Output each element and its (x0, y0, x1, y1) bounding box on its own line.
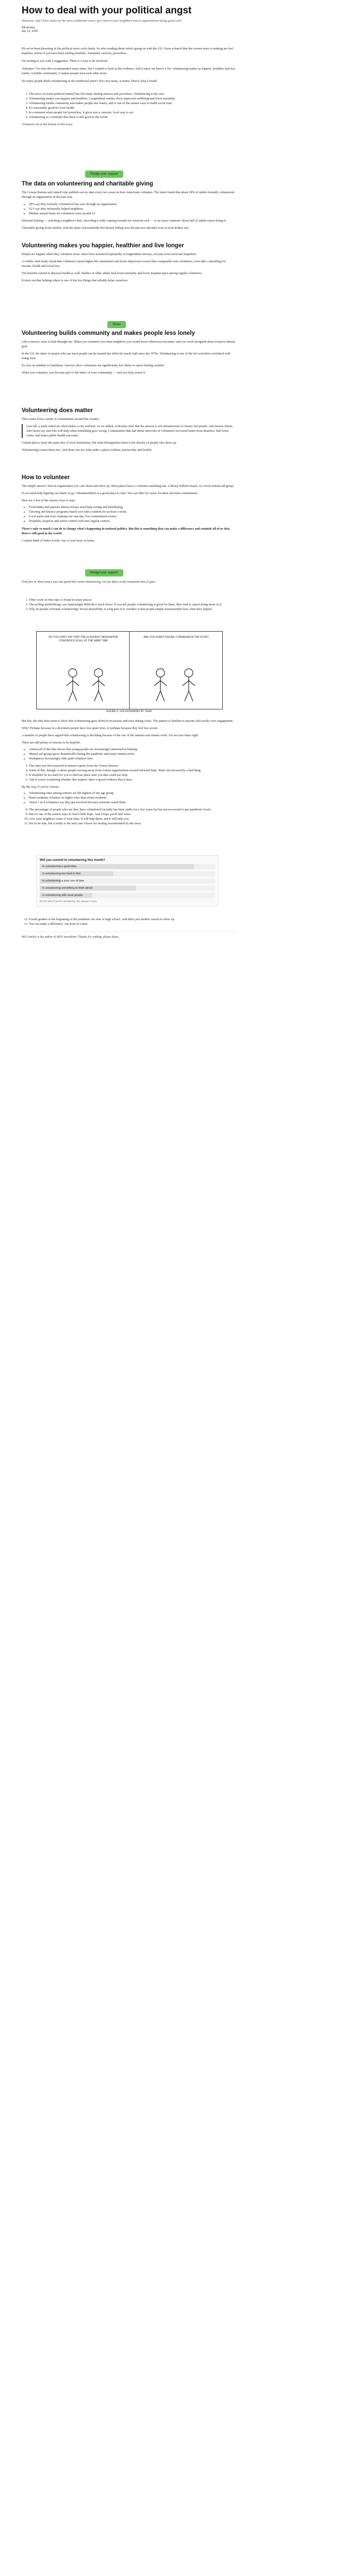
section-happier (22, 242, 235, 283)
comic-caption-right: ARE YOU SURE? FIGURE 2 PROBLEM IN THE STUDY (143, 636, 209, 639)
stats-intro: By the way, if you're curious: (22, 785, 59, 789)
method-item: 1. Other work on this topic is found in many places: (29, 598, 235, 602)
blurb: Volunteers are at the bottom of this essay. (22, 123, 73, 126)
section-para: Informal helping — watching a neighbor's kids, shoveling a walk, running errands for someone sick — is far more common: about half of adults report doing it. (22, 219, 226, 223)
tldr-item: 6. Volunteering is a reminder that there is still good in the world. (29, 115, 235, 120)
bold-callout: There's only so much I can do to change what's happening in national politics. But this is something that can make a difference and reminds all of us that there's still good in the world. (22, 527, 230, 535)
section-para: In the US, the share of people who say most people can be trusted has fallen by nearly half since the 1970s. Volunteering is one of the few activities correlated with rising trust. (22, 352, 231, 360)
section-para: Like a muscle, trust is built through use. When you volunteer you meet neighbors you would never otherwise encounter, and you work alongside them toward a shared goal. (22, 340, 235, 348)
stat-item: • Rural residents volunteer at higher rates than urban residents. (29, 795, 235, 800)
closing-item: 10. Give your neighbors some of your time. It will help them, and it will help you. (29, 817, 235, 821)
comic-caption-left: NO YOU CAN'T SAY THAT THE ELOQUENT INDIGNATION CONVINCES US ALL AT THE SAME TIME (48, 636, 118, 642)
intro-para: Volunteer. I've seen this recommended many times, but I wanted to look at the evidence. And it turns out there's a lot: volunteering makes us happier, healthier and less lonely; it builds community; it makes people trust each other more. (22, 67, 235, 75)
tldr-list (22, 92, 235, 127)
section-data (22, 180, 235, 230)
section-para: People are happier when they volunteer more: that's been measured repeatedly in longitudinal surveys, not just cross-sectional snapshots. (22, 252, 197, 256)
intro-para: Eh we've been drowning in the political news cycle lately. So after reading about what's going on with the US, I have a hunch that the current news is making me feel hopeless. Some of you have been feeling similarly: frustrated, anxious, powerless... (22, 47, 233, 55)
article-subtitle: Volunteer. And I have slides on the more traditional sense; give time to your neighbors and to organizations doing good work (22, 19, 182, 23)
poll-option[interactable] (40, 878, 215, 884)
section-community (22, 330, 235, 375)
section-para: A number of people have argued that volunteering is declining because of the rise of the internet and remote work. I'm not sure that's right. (22, 734, 199, 737)
poll-intro-text: Find five or three hours you can spend this week volunteering. Let me know in the comments how it goes. (22, 580, 156, 584)
thanks-text: Bill Ainsley is the author of Bill's newsletter. Thanks for reading; please share. (22, 936, 119, 939)
section-para: The benefits extend to physical health as well. Studies of older adults find lower mortality and fewer hospital stays among regular volunteers. (22, 272, 203, 275)
section-para: This comes from a study of communities around the country: (22, 417, 100, 421)
method-item: 2. The polling methodology was surprisingly difficult to track down. If you tell people volunteering is good for them, they tend to report doing more of it. (29, 602, 235, 607)
tldr-item: 3. Volunteering builds community and makes people less lonely, and is one of the easiest ways to build social trust. (29, 101, 235, 106)
step-item: • Hospitals, hospices and senior centers welcome regular visitors. (29, 519, 235, 523)
closing-item: 11. Not to be trite, but it really is the best cure I know for feeling overwhelmed by the news. (29, 821, 235, 826)
final-item: 12. Fourth graders at the beginning of the pandemic are now in high school. And that's just another reason to show up. (29, 917, 235, 922)
section-para: Why? Perhaps because in a downturn people have less spare time, or perhaps because they feel less secure. (22, 726, 159, 730)
tldr-item: 1. The news of recent political turmoil has left many feeling anxious and powerless. Volunteering is the cure. (29, 92, 235, 96)
section-how (22, 474, 235, 543)
author-name[interactable]: Bill Ainsley (22, 26, 36, 29)
section-para: Volunteering creates these ties. And those ties are what make a place resilient, trustworthy and livable. (22, 448, 153, 452)
step-item: • Local parks and river cleanups are one-day, low-commitment events. (29, 514, 235, 519)
section-para: The Census Bureau and AmeriCorps publish survey data every two years on how Americans volunteer. The latest found that about 28% of adults formally volunteered through an organization in the past year. (22, 191, 235, 199)
tldr-item: 2. Volunteering makes you happier and healthier. Longitudinal studies show improved wellbeing and lower mortality. (29, 96, 235, 101)
poll-option[interactable] (40, 871, 215, 876)
section-title: Volunteering builds community and makes people less lonely (22, 330, 195, 336)
final-item: 13. You can make a difference, one hour at a time. (29, 922, 235, 926)
section-title: The data on volunteering and charitable giving (22, 181, 153, 187)
poll-note: By the way, if you're wondering, the answer is yes. (40, 900, 97, 903)
more-item: 4. Some of this, though, is about people moving away from formal organizations toward informal help. That's not necessarily a bad thing. (29, 768, 235, 773)
section-para: A widely cited study found that volunteers report higher life satisfaction and lower depression scores than comparable non-volunteers, even after controlling for income, health and social ties. (22, 260, 226, 268)
section-para: Charitable giving looks similar, with the share of households that donate falling over the past two decades even as total dollars rise. (22, 226, 190, 230)
closing-item: 8. The percentage of people who say they have volunteered recently has been stable for a few years but has not recovered to pre-pandemic levels. (29, 807, 235, 812)
final-section (22, 917, 235, 940)
intro-para: I'm writing to you with a suggestion. There is a way to be involved. (22, 59, 108, 63)
intro (22, 46, 235, 83)
quote-text: Last fall, a study asked me what makes a city resilient. As we talked, it became clear that the answer is not infrastructure or money but people: who knows whom, who shows up, and who will help when something goes wrong. Communities that had dense networks of volunteers recovered faster from disasters, had lower crime, and better public health outcomes. (26, 425, 233, 437)
section-para: It's also an antidote to loneliness. Surveys show volunteers are significantly less likely to report feeling isolated. (22, 364, 165, 367)
section-trends (22, 719, 235, 826)
poll-option[interactable] (40, 893, 215, 898)
share-button-label: Share (107, 321, 126, 328)
intro-para: Do many people think volunteering in the traditional sense? Not very many, it seems. Here's what I found: (22, 79, 158, 83)
stat-item: • Volunteering rates among retirees are the highest of any age group. (29, 791, 235, 795)
section-para: If you need help figuring out where to go, VolunteerMatch is a good place to start. You can filter by cause, location and time commitment. (22, 492, 198, 495)
comic-footer: FIGURE 3: VOLUNTEERING BY YEAR (106, 710, 152, 713)
poll-widget (36, 855, 219, 907)
section-para: The simple answer: find an organization you care about and show up. Most places have a volunteer matching site, a library bulletin board, or a local mutual aid group. (22, 484, 234, 488)
comic-panel (36, 631, 223, 709)
more-item: 5. It shouldn't be too hard for you to find one place near you that could use help. (29, 773, 235, 777)
pledge-button[interactable] (85, 168, 123, 178)
poll-option-label: Is volunteering a poor use of time (42, 879, 85, 883)
bullet-item: • Median annual hours for volunteers were around 52. (29, 211, 235, 216)
closing-item: 9. But it's one of the easiest ways to find a little hope. And I hope you'll find some. (29, 812, 235, 817)
section-para: But hey, the data does seem to show that volunteering goes down in recessions and rises during crises. The pattern is familiar to anyone who tracks civic engagement. (22, 719, 234, 723)
method-item: 3. Why do people overstate volunteering? Social desirability is a big part of it. Another is that people simply misremember how often they helped. (29, 607, 235, 612)
section-matters (22, 407, 235, 452)
more-item: 3. This data was first reported in annual reports from the Census Bureau. (29, 764, 235, 768)
trend-item: • Almost all of the data shows that young people are increasingly interested in helping. (29, 747, 235, 752)
more-item: 6. And if you're wondering whether this matters: there is good evidence that it does. (29, 777, 235, 782)
pledge-button-2[interactable] (85, 567, 123, 577)
tldr-item: 4. It's reasonably good for your health. (29, 106, 235, 110)
step-item: • Food banks and pantries almost always need help sorting and distributing. (29, 505, 235, 510)
section-para: Here are a few of the easiest ways to start: (22, 499, 76, 502)
poll-option-label: Is volunteering a good idea (42, 865, 77, 868)
pledge-button-label: Pledge your support (85, 569, 123, 577)
section-title: Volunteering does matter (22, 408, 93, 414)
step-item: • Tutoring and literacy programs match you with a student for an hour a week. (29, 510, 235, 514)
section-title: Volunteering makes you happier, healthier and live longer (22, 243, 184, 249)
poll-option-label: Is volunteering something to think about (42, 887, 93, 890)
poll-options (40, 864, 215, 898)
section-para: When you volunteer, you become part of the fabric of your community — and you help weave it. (22, 371, 146, 375)
article-title: How to deal with your political angst (22, 5, 192, 16)
bullet-item: • 51% say they informally helped neighbors. (29, 207, 235, 211)
section-para: There are still plenty of reasons to be hopeful: (22, 741, 81, 744)
trend-item: • Mutual aid groups grew dramatically during the pandemic and many remain active. (29, 752, 235, 756)
section-para: Certain places share the same mix of local institutions, but what distinguishes them is the density of people who show up. (22, 441, 177, 445)
section-methods (22, 598, 235, 612)
share-button[interactable] (107, 318, 126, 328)
pledge-button-label: Pledge your support (85, 171, 123, 178)
poll-option[interactable] (40, 886, 215, 891)
block-quote (22, 424, 235, 438)
byline (22, 26, 235, 33)
article-header (22, 5, 235, 33)
thanks-box (22, 931, 235, 940)
poll-question: Will you commit to volunteering this month? (40, 859, 105, 862)
poll-intro (22, 580, 235, 584)
section-para: I cannot think of better words: one of your hour, at home. (22, 539, 95, 543)
comic-illustration (37, 632, 222, 709)
publish-date: Apr 13, 2025 (22, 30, 38, 33)
poll-option-label: Is volunteering too hard to find (42, 872, 80, 875)
tldr-item: 5. In a moment when people feel powerless, it gives you a concrete, local way to act. (29, 110, 235, 115)
section-para: It turns out that helping others is one of the few things that reliably helps ourselves. (22, 279, 128, 282)
poll-option[interactable] (40, 864, 215, 869)
poll-option-label: Is volunteering with most people (42, 894, 83, 897)
trend-item: • Workplaces increasingly offer paid volunteer time. (29, 756, 235, 761)
stat-item: • About 1 in 4 volunteers say they got involved because someone asked them. (29, 800, 235, 805)
bullet-item: • 28% say they formally volunteered last year through an organization. (29, 202, 235, 207)
section-title: How to volunteer (22, 474, 70, 481)
